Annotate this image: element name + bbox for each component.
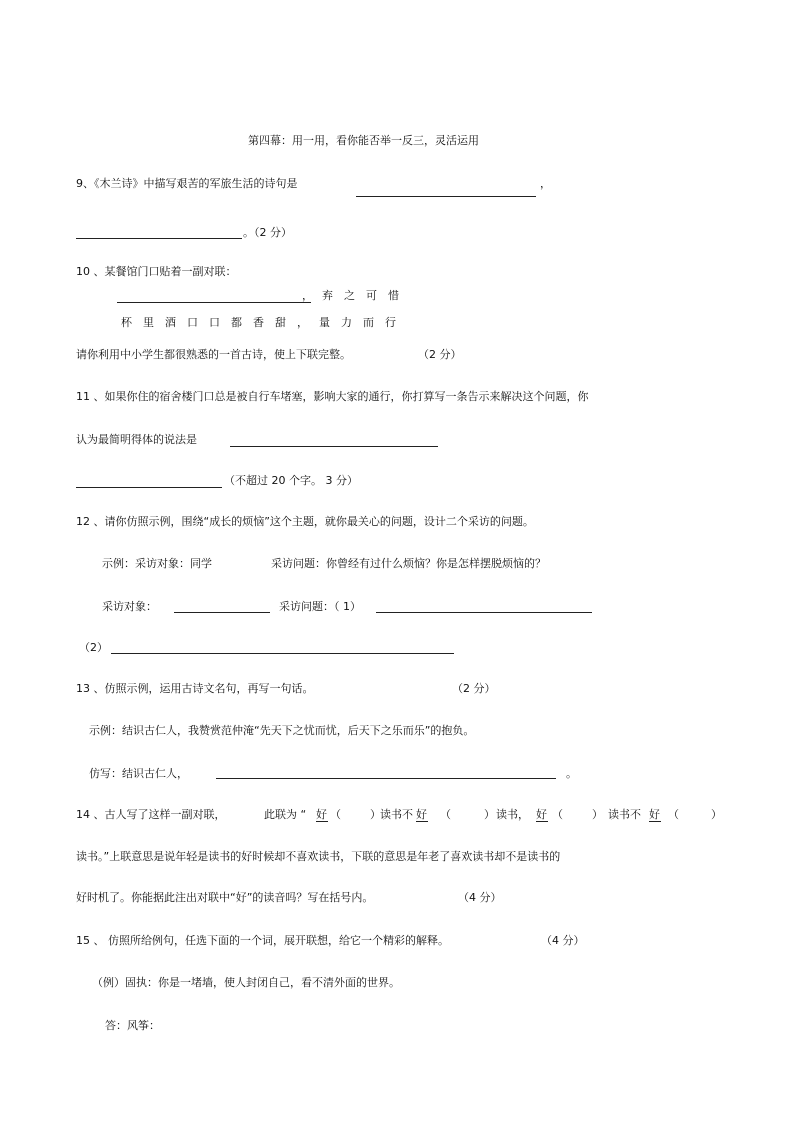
q14-paren-open-3: （ [552,808,563,821]
couplet-char: 力 [341,316,352,329]
q10-prompt: 10 、某餐馆门口贴着一副对联： [76,265,237,278]
q14-paren-close-4: ） [711,808,722,821]
q14-hao-1: 好 [316,808,327,821]
q10-upper-couplet-tail [322,289,399,303]
q14-paren-close-3: ） [592,808,603,821]
q11-score: （不超过 20 个字。 3 分） [224,474,358,487]
q9-answer-blank-1[interactable] [356,196,536,197]
q13-period: 。 [566,767,577,780]
q10-score: （2 分） [418,348,462,361]
couplet-char: 里 [143,316,154,329]
q14-paren-open-2: （ [440,808,451,821]
couplet-char: 口 [209,316,220,329]
q14-couplet-intro: 此联为 “ [264,808,307,821]
section-heading: 第四幕：用一用，看你能否举一反三，灵活运用 [248,134,479,147]
q14-explanation-line2: 好时机了。你能据此注出对联中“好”的读音吗？写在括号内。 [76,891,374,904]
q14-hao-2-underline [416,821,428,822]
q12-question-2-blank[interactable] [111,653,454,654]
q12-question-2-label: （2） [79,641,108,654]
q11-prompt-line2: 认为最简明得体的说法是 [76,433,197,446]
q14-score: （4 分） [458,891,502,904]
q12-object-blank[interactable] [174,612,270,613]
q15-score: （4 分） [541,934,585,947]
q14-text-dushubu-2: 读书不 [608,808,641,821]
q15-example: （例）固执：你是一堵墙，使人封闭自己，看不清外面的世界。 [92,976,400,989]
q14-text-dushubu: 读书不 [380,808,413,821]
q14-hao-3-underline [536,821,548,822]
q11-answer-blank-2[interactable] [76,487,222,488]
q14-hao-1-underline [316,821,328,822]
couplet-char: 甜 [275,316,286,329]
couplet-char: 弃 [322,289,333,302]
q13-score: （2 分） [452,682,496,695]
couplet-char: 之 [344,289,355,302]
q14-paren-open-4: （ [668,808,679,821]
q13-imitate-label: 仿写：结识古仁人， [89,767,188,780]
q12-example-question: 采访问题：你曾经有过什么烦恼？你是怎样摆脱烦恼的？ [271,557,546,570]
q10-lower-couplet [121,316,396,330]
q14-hao-4: 好 [649,808,660,821]
q12-question-1-label: 采访问题：（ 1） [279,600,361,613]
couplet-char: 杯 [121,316,132,329]
q12-object-label: 采访对象： [102,600,157,613]
couplet-char: 惜 [388,289,399,302]
q10-instruction: 请你利用中小学生都很熟悉的一首古诗，使上下联完整。 [76,348,351,361]
q11-prompt: 11 、如果你住的宿舍楼门口总是被自行车堵塞，影响大家的通行，你打算写一条告示来解决这个问题，你 [76,390,589,403]
q12-example-object: 示例：采访对象：同学 [102,557,212,570]
q14-explanation-line1: 读书。”上联意思是说年轻是读书的好时候却不喜欢读书，下联的意思是年老了喜欢读书却不是读书的 [76,850,561,863]
couplet-char: 量 [319,316,330,329]
couplet-char: 酒 [165,316,176,329]
q14-hao-3: 好 [536,808,547,821]
couplet-char: 香 [253,316,264,329]
q14-prompt: 14 、古人写了这样一副对联， [76,808,226,821]
q10-upper-couplet-blank[interactable] [117,302,311,303]
q13-imitate-blank[interactable] [216,778,556,779]
q10-upper-comma: ， [302,289,313,302]
q15-prompt: 15 、 仿照所给例句，任选下面的一个词，展开联想，给它一个精彩的解释。 [76,934,449,947]
q14-hao-4-underline [649,821,661,822]
q14-text-dushu: 读书， [496,808,529,821]
q12-question-1-blank[interactable] [376,612,592,613]
q14-paren-close-1: ） [370,808,381,821]
couplet-char: 口 [187,316,198,329]
couplet-char: 可 [366,289,377,302]
q9-prompt: 9、《木兰诗》中描写艰苦的军旅生活的诗句是 [76,177,298,190]
couplet-char: 行 [385,316,396,329]
q9-answer-blank-2[interactable] [76,238,242,239]
q13-prompt: 13 、仿照示例，运用古诗文名句，再写一句话。 [76,682,314,695]
couplet-char: 都 [231,316,242,329]
q14-paren-open-1: （ [330,808,341,821]
couplet-char: 而 [363,316,374,329]
q14-hao-2: 好 [416,808,427,821]
q15-answer-label: 答：风筝： [105,1019,160,1032]
couplet-char: ， [297,316,308,329]
q9-score: 。（2 分） [243,226,292,239]
q14-paren-close-2: ） [484,808,495,821]
q12-prompt: 12 、请你仿照示例，围绕“成长的烦恼”这个主题，就你最关心的问题，设计二个采访的问题。 [76,515,534,528]
q11-answer-blank-1[interactable] [230,446,438,447]
q13-example: 示例：结识古仁人，我赞赏范仲淹“先天下之忧而忧，后天下之乐而乐”的抱负。 [89,724,475,737]
q9-comma: ， [540,177,551,190]
